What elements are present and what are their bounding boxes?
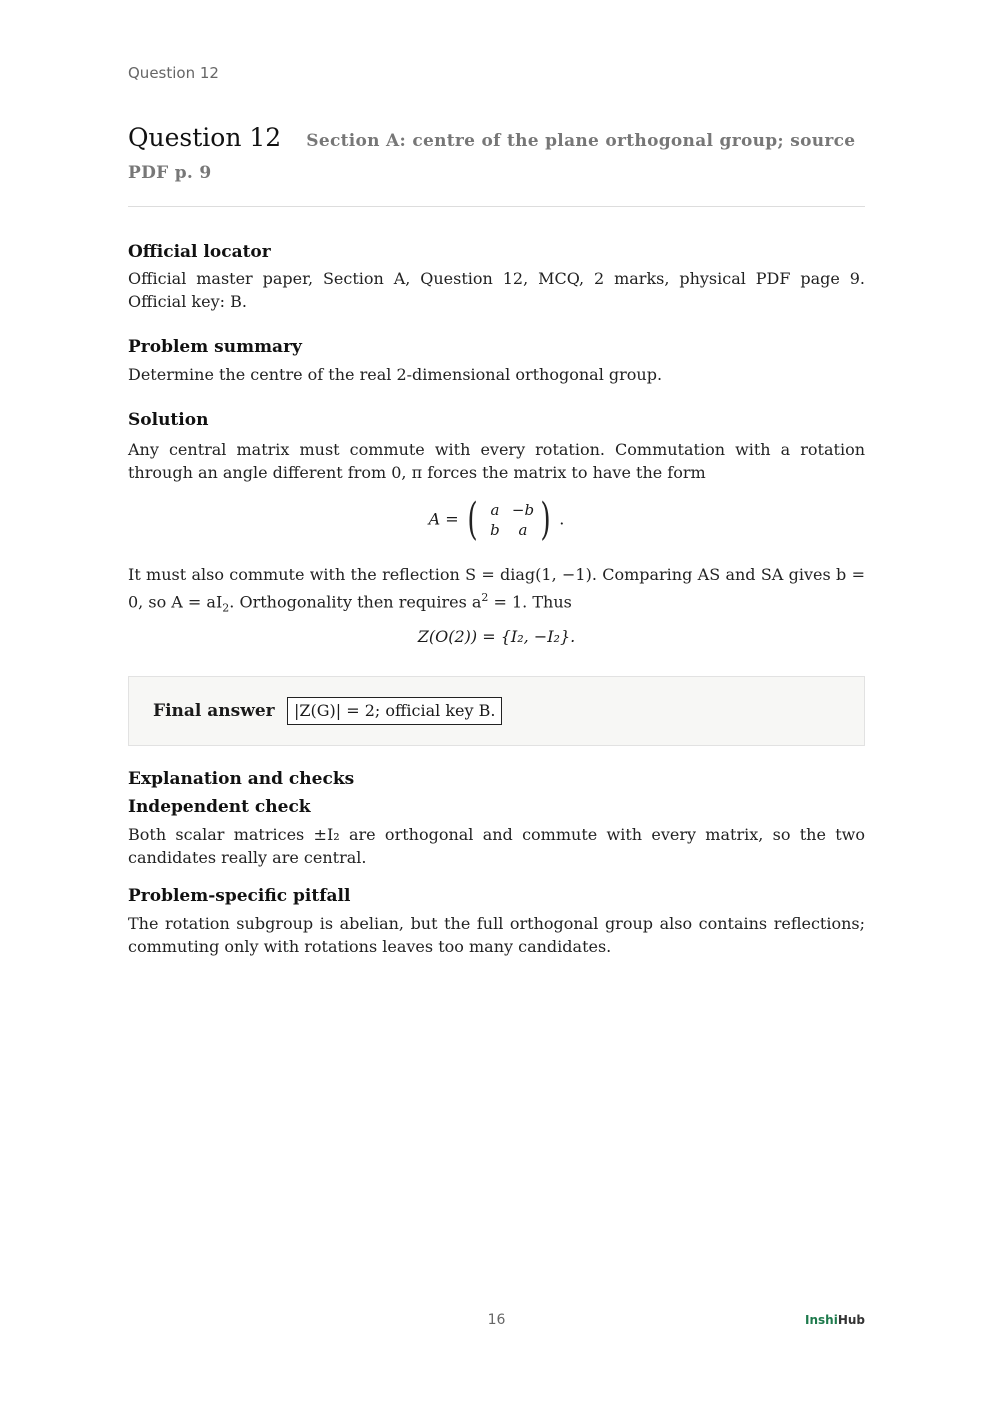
running-head: Question 12	[128, 64, 219, 82]
question-heading	[128, 122, 865, 189]
matrix-entry: b	[490, 521, 500, 539]
solution-heading: Solution	[128, 410, 209, 430]
final-answer-box	[128, 676, 865, 746]
heading-divider	[128, 206, 865, 207]
check-text: Both scalar matrices ±I₂ are orthogonal and commute with every matrix, so the two candidates really are central.	[128, 825, 865, 867]
pitfall-text: The rotation subgroup is abelian, but the full orthogonal group also contains reflections; commuting only with rotations leaves too many candidates.	[128, 914, 865, 956]
centre-equation: Z(O(2)) = {I₂, −I₂}.	[417, 627, 576, 646]
matrix-entry: a	[490, 501, 500, 519]
question-title: Question 12	[128, 123, 282, 152]
page-number: 16	[487, 1312, 506, 1328]
matrix-equation	[128, 494, 865, 545]
matrix-lhs: A =	[428, 509, 459, 529]
matrix-entry: −b	[511, 501, 535, 519]
matrix-entry: a	[518, 521, 528, 539]
brand-logo: InshiHub	[805, 1313, 865, 1327]
final-answer-value: |Z(G)| = 2; official key B.	[287, 697, 502, 725]
summary-heading: Problem summary	[128, 337, 302, 357]
locator-text: Official master paper, Section A, Question 12, MCQ, 2 marks, physical PDF page 9. Official key: B.	[128, 269, 865, 311]
solution-para-2: It must also commute with the reflection S = diag(1, −1). Comparing AS and SA gives b = 0, so $A = aI_2$. Orthogonality then requires $a^2 = 1$. Thus	[128, 565, 865, 615]
solution-para-1: Any central matrix must commute with every rotation. Commutation with a rotation through an angle different from 0, π forces the matrix to have the form	[128, 440, 865, 482]
question-subtitle: Section A: centre of the plane orthogonal group; source PDF p. 9	[128, 131, 856, 183]
pitfall-heading: Problem-specific pitfall	[128, 886, 351, 906]
explanation-heading: Explanation and checks	[128, 769, 355, 789]
summary-text: Determine the centre of the real 2-dimensional orthogonal group.	[128, 365, 663, 384]
final-answer-label: Final answer	[153, 701, 275, 721]
matrix-tail: .	[559, 509, 565, 529]
check-heading: Independent check	[128, 797, 311, 817]
locator-heading: Official locator	[128, 242, 271, 262]
matrix: ( a −b b a )	[467, 494, 551, 545]
